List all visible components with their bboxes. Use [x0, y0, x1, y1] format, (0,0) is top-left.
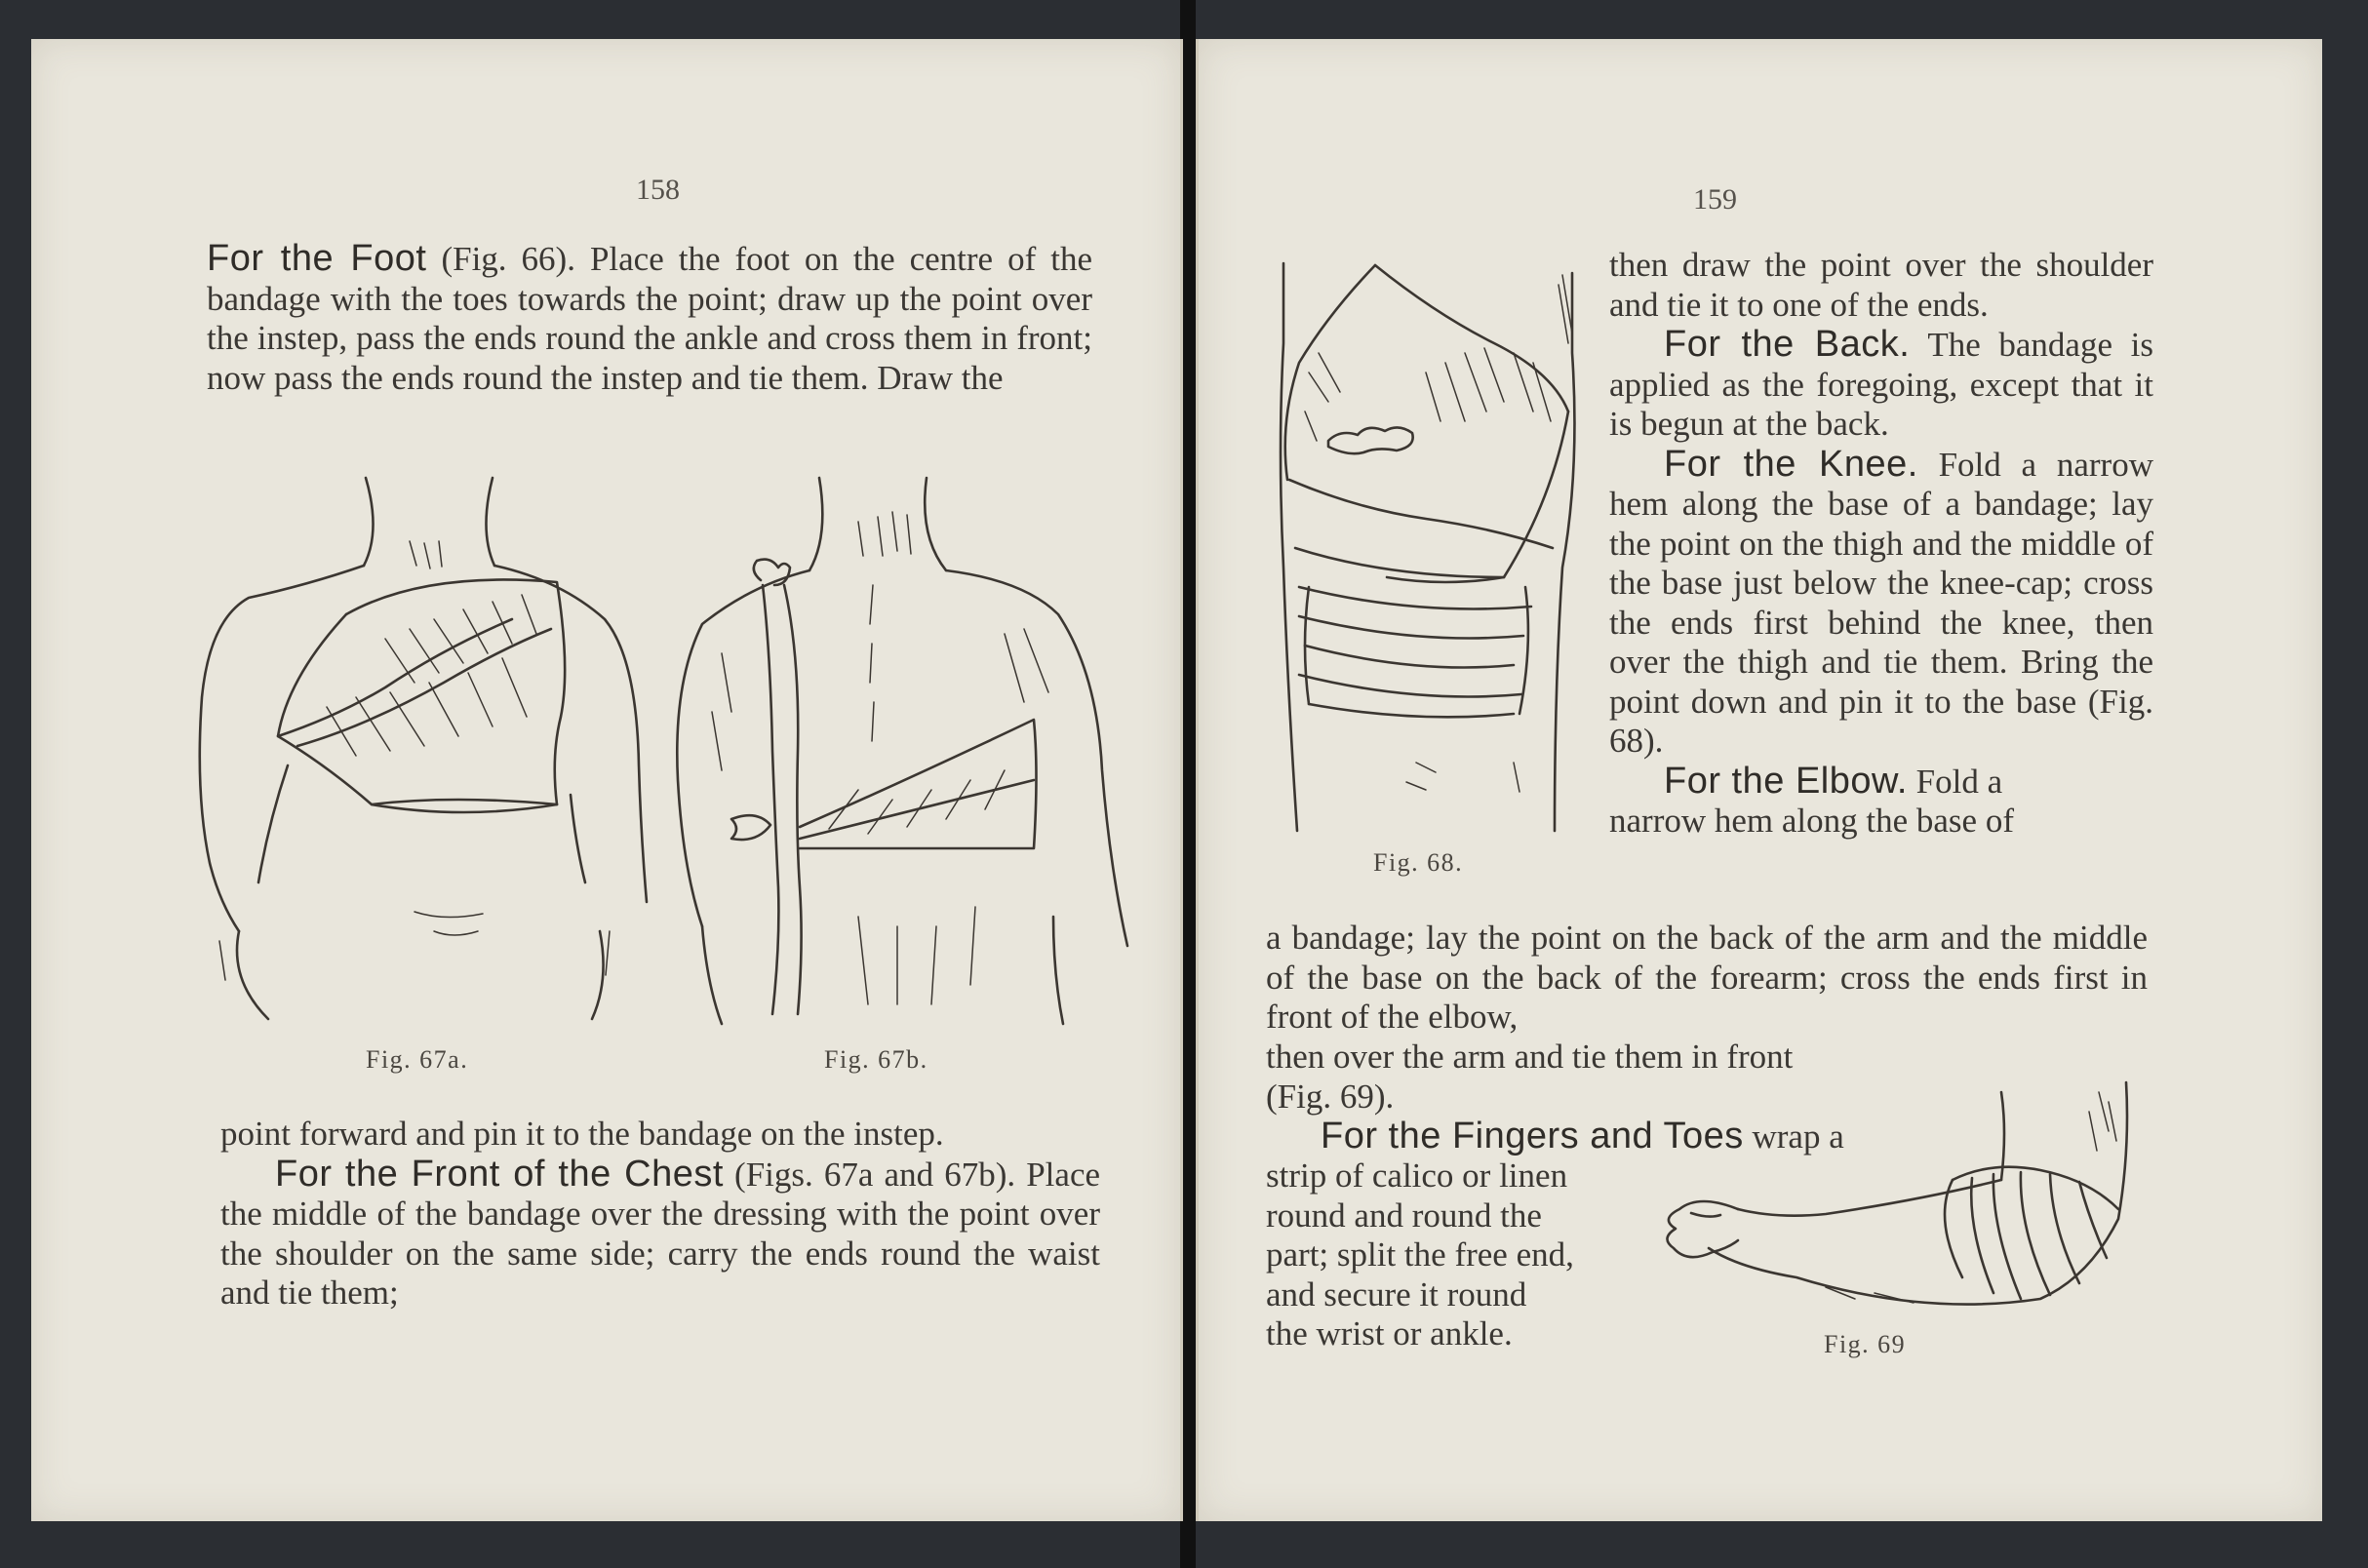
figure-69-elbow-illustration: [1631, 1073, 2138, 1326]
back-heading: For the Back.: [1664, 324, 1911, 365]
foot-text: (Fig. 66). Place the foot on the centre of the bandage with the toes towards the point; draw up the point over the instep, pass the ends round the ankle and cross them in front; now pass the ends round the instep and tie them. Draw the: [207, 240, 1092, 397]
figure-67b-chest-back-illustration: [663, 458, 1131, 1043]
fingers-text: wrap a: [1743, 1117, 1844, 1156]
fingers-heading: For the Fingers and Toes: [1321, 1116, 1744, 1156]
elbow-line-2: narrow hem along the base of: [1609, 802, 2014, 840]
page-number-left: 158: [636, 174, 680, 206]
figure-68-caption: Fig. 68.: [1373, 848, 1464, 877]
figure-69-caption: Fig. 69: [1824, 1330, 1907, 1358]
fingers-line-5: the wrist or ankle.: [1266, 1314, 1513, 1352]
knee-column-text: [1609, 246, 2153, 842]
figure-67a-caption: Fig. 67a.: [366, 1045, 469, 1074]
fingers-line-1: strip of calico or linen: [1266, 1156, 1568, 1195]
knee-heading: For the Knee.: [1664, 443, 1918, 485]
back-text: The bandage is applied as the foregoing, except that it is begun at the back.: [1609, 326, 2153, 443]
figure-67b-caption: Fig. 67b.: [824, 1045, 928, 1074]
fingers-paragraph: [1266, 1156, 1619, 1354]
elbow-text-wide: a bandage; lay the point on the back of the arm and the middle of the base on the back of the forearm; cross the ends first in front of the elbow,: [1266, 919, 2148, 1036]
elbow-line-last: then over the arm and tie them in front: [1266, 1038, 1794, 1076]
foot-heading: For the Foot: [207, 238, 427, 279]
fingers-line-4: and secure it round: [1266, 1274, 1527, 1313]
elbow-paragraph: [1266, 919, 2148, 1038]
fingers-line-3: part; split the free end,: [1266, 1235, 1574, 1274]
foot-paragraph: [207, 239, 1092, 398]
chest-continued: then draw the point over the shoulder and tie it to one of the ends.: [1609, 246, 2153, 324]
chest-text: (Figs. 67a and 67b). Place the middle of the bandage over the dressing with the point over the shoulder on the same side; carry the ends round the waist and tie them;: [220, 1155, 1101, 1312]
figure-67a-chest-front-illustration: [190, 473, 649, 1039]
elbow-line-ref: (Fig. 69).: [1266, 1077, 1395, 1116]
knee-text: Fold a narrow hem along the base of a bandage; lay the point on the thigh and the middle of the base just below the knee-cap; cross the ends first behind the knee, then over the thigh and tie them. Bring the point down and pin it to the base (Fig. 68).: [1609, 445, 2153, 760]
figure-68-knee-illustration: [1270, 255, 1592, 841]
fingers-line-2: round and round the: [1266, 1196, 1542, 1235]
chest-heading: For the Front of the Chest: [275, 1153, 724, 1195]
page-number-right: 159: [1693, 183, 1737, 216]
elbow-line-1: Fold a: [1907, 762, 2003, 801]
chest-paragraph: [220, 1115, 1100, 1313]
foot-continued: point forward and pin it to the bandage on the instep.: [220, 1115, 944, 1153]
elbow-heading: For the Elbow.: [1664, 760, 1908, 802]
